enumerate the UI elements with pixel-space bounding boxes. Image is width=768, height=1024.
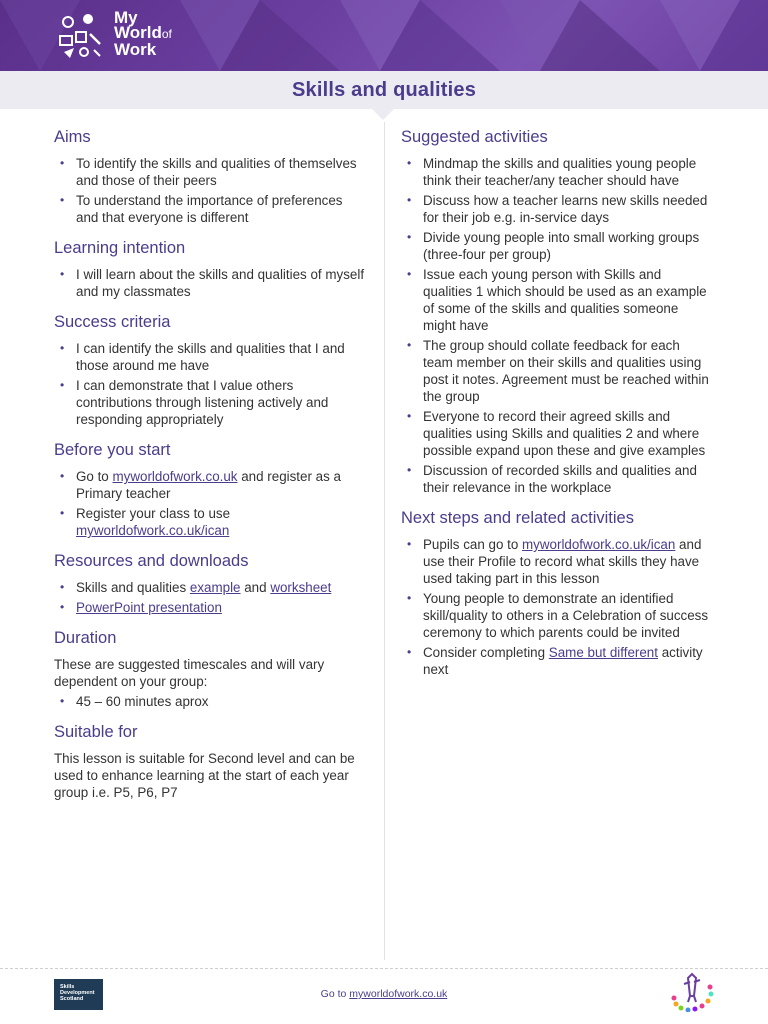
bullet-icon: •: [407, 463, 412, 477]
list-item: [54, 599, 366, 616]
bullet-icon: •: [60, 600, 65, 614]
bullet-icon: •: [60, 378, 65, 392]
header-banner: [0, 0, 768, 71]
next-steps-section: [401, 509, 713, 678]
suggested-activities-heading: Suggested activities: [401, 128, 548, 146]
bullet-icon: •: [60, 469, 65, 483]
list-item-text: Discussion of recorded skills and qualities and their relevance in the workplace: [423, 463, 697, 495]
figure-with-dots-icon: [668, 970, 716, 1012]
suitable-for-text: This lesson is suitable for Second level and can be used to enhance learning at the start of each year group i.e. P5, P6, P7: [54, 751, 355, 800]
bullet-icon: •: [60, 506, 65, 520]
list-item-text: Issue each young person with Skills and qualities 1 which should be used as an example of some of the skills and qualities someone might have: [423, 267, 707, 333]
list-item: [54, 192, 366, 226]
footer-link[interactable]: myworldofwork.co.uk: [349, 988, 448, 1000]
powerpoint-link[interactable]: PowerPoint presentation: [76, 600, 222, 615]
list-item-text: Go to: [76, 469, 113, 484]
list-item: [54, 340, 366, 374]
bullet-icon: •: [60, 193, 65, 207]
list-item-text: Mindmap the skills and qualities young people think their teacher/any teacher should have: [423, 156, 697, 188]
aims-list: [54, 155, 366, 226]
list-item: [54, 155, 366, 189]
list-item-text: and use their Profile to record what skills they have used taking part in this lesson: [423, 537, 702, 586]
bullet-icon: •: [60, 341, 65, 355]
logo-line-work: Work: [114, 40, 157, 59]
list-item: [54, 266, 366, 300]
list-item: [54, 579, 366, 596]
list-item-text: Register your class to use: [76, 506, 231, 521]
list-item-text: I can demonstrate that I value others contributions through listening actively and responding appropriately: [76, 378, 329, 427]
suitable-for-section: [54, 723, 366, 801]
list-item-text: Discuss how a teacher learns new skills needed for their job e.g. in-service days: [423, 193, 708, 225]
bullet-icon: •: [407, 230, 412, 244]
before-you-start-list: [54, 468, 366, 539]
list-item-text: Pupils can go to: [423, 537, 523, 552]
before-you-start-section: [54, 441, 366, 539]
list-item-text: 45 – 60 minutes aprox: [76, 694, 209, 709]
bullet-icon: •: [407, 267, 412, 281]
logo-of: of: [161, 27, 172, 41]
example-link[interactable]: example: [189, 580, 241, 595]
resources-section: [54, 552, 366, 616]
list-item: [401, 337, 713, 405]
bullet-icon: •: [60, 694, 65, 708]
list-item: [54, 468, 366, 502]
list-item-text: Everyone to record their agreed skills and qualities using Skills and qualities 2 and where possible expand upon these and give examples: [423, 409, 706, 458]
suggested-activities-list: [401, 155, 713, 496]
next-steps-heading: Next steps and related activities: [401, 509, 634, 527]
logo-wordmark: [114, 10, 172, 57]
bullet-icon: •: [60, 156, 65, 170]
list-item: [54, 693, 366, 710]
list-item: [401, 644, 713, 678]
career-icons-logo: [56, 12, 104, 60]
learning-intention-list: [54, 266, 366, 300]
duration-section: [54, 629, 366, 710]
list-item-text: Divide young people into small working groups (three-four per group): [423, 230, 700, 262]
duration-heading: Duration: [54, 629, 117, 647]
myworldofwork-link[interactable]: myworldofwork.co.uk: [112, 469, 238, 484]
list-item-text: The group should collate feedback for each team member on their skills and qualities using post it notes. Agreement must be reached within the group: [423, 338, 709, 404]
title-band: [0, 71, 768, 109]
worksheet-link[interactable]: worksheet: [270, 580, 332, 595]
list-item-text: I will learn about the skills and qualities of myself and my classmates: [76, 267, 365, 299]
list-item: [401, 536, 713, 587]
list-item: [401, 408, 713, 459]
list-item-text: and: [240, 580, 271, 595]
right-column: [401, 128, 713, 691]
bullet-icon: •: [407, 409, 412, 423]
resources-list: [54, 579, 366, 616]
list-item: [54, 505, 366, 539]
my-world-of-work-logo[interactable]: [56, 10, 186, 62]
bullet-icon: •: [407, 156, 412, 170]
footer-go-to: Go to: [320, 988, 350, 1000]
list-item: [401, 229, 713, 263]
footer-divider: [0, 968, 768, 969]
list-item: [401, 590, 713, 641]
bullet-icon: •: [407, 193, 412, 207]
ican-link[interactable]: myworldofwork.co.uk/ican: [76, 523, 230, 538]
list-item-text: activity next: [423, 645, 703, 677]
logo-line-world: World: [114, 23, 162, 42]
bullet-icon: •: [60, 267, 65, 281]
column-divider: [384, 122, 385, 960]
left-column: [54, 128, 366, 814]
suggested-activities-section: [401, 128, 713, 496]
learning-intention-section: [54, 239, 366, 300]
duration-list: [54, 693, 366, 710]
bullet-icon: •: [407, 338, 412, 352]
resources-heading: Resources and downloads: [54, 552, 249, 570]
learning-intention-heading: Learning intention: [54, 239, 186, 257]
success-criteria-heading: Success criteria: [54, 313, 171, 331]
list-item-text: and register as a Primary teacher: [76, 469, 341, 501]
page-title: Skills and qualities: [291, 79, 477, 101]
logo-line-my: My: [114, 8, 138, 27]
sds-logo-text: Skills Development Scotland: [60, 984, 95, 1002]
success-criteria-list: [54, 340, 366, 428]
list-item-text: To understand the importance of preferences and that everyone is different: [76, 193, 343, 225]
next-steps-list: [401, 536, 713, 678]
same-but-different-link[interactable]: Same but different: [548, 645, 658, 660]
aims-heading: Aims: [54, 128, 91, 146]
list-item-text: To identify the skills and qualities of themselves and those of their peers: [76, 156, 357, 188]
footer-text: [0, 988, 768, 1000]
before-you-start-heading: Before you start: [54, 441, 171, 459]
list-item-text: I can identify the skills and qualities that I and those around me have: [76, 341, 345, 373]
bullet-icon: •: [407, 645, 412, 659]
aims-section: [54, 128, 366, 226]
title-notch: [372, 109, 394, 120]
list-item: [401, 155, 713, 189]
list-item-text: Skills and qualities: [76, 580, 190, 595]
list-item: [401, 462, 713, 496]
bullet-icon: •: [407, 591, 412, 605]
success-criteria-section: [54, 313, 366, 428]
list-item-text: Consider completing: [423, 645, 549, 660]
list-item-text: Young people to demonstrate an identified skill/quality to others in a Celebration of success ceremony to which parents could be invited: [423, 591, 709, 640]
duration-text: These are suggested timescales and will vary dependent on your group:: [54, 657, 325, 689]
list-item: [54, 377, 366, 428]
bullet-icon: •: [60, 580, 65, 594]
bullet-icon: •: [407, 537, 412, 551]
list-item: [401, 266, 713, 334]
list-item: [401, 192, 713, 226]
ican-link[interactable]: myworldofwork.co.uk/ican: [522, 537, 676, 552]
suitable-for-heading: Suitable for: [54, 723, 138, 741]
